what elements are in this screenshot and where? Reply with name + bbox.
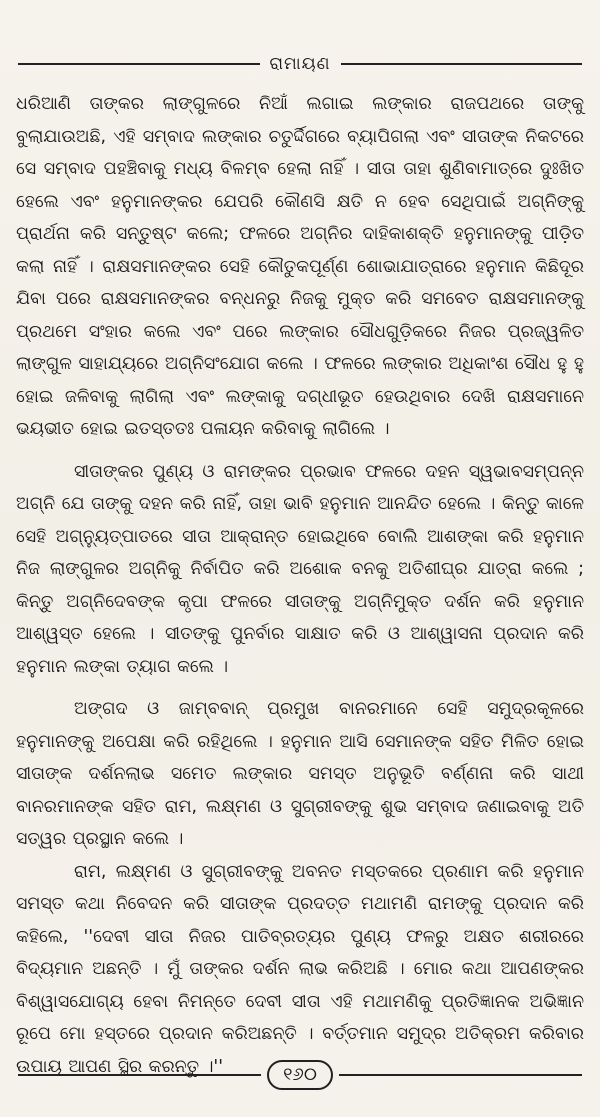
page-number: ୧୬୦	[267, 1060, 333, 1090]
paragraph-4: ରାମ, ଲକ୍ଷ୍ମଣ ଓ ସୁଗ୍ରୀବଙ୍କୁ ଅବନତ ମସ୍ତକରେ ପ୍ରଣାମ କରି ହନୁମାନ ସମସ୍ତ କଥା ନିବେଦନ କରି ସୀତାଙ୍କ ପ୍ରଦତ୍ତ ମଥାମଣି ରାମଙ୍କୁ ପ୍ରଦାନ କରି କହିଲେ, ''ଦେବୀ ସୀତା ନିଜର ପାତିବ୍ରତ୍ୟର ପୁଣ୍ୟ ଫଳରୁ ଅକ୍ଷତ ଶରୀରରେ ବିଦ୍ୟମାନ ଅଛନ୍ତି । ମୁଁ ତାଙ୍କର ଦର୍ଶନ ଲାଭ କରିଅଛି । ମୋର କଥା ଆପଣଙ୍କର ବିଶ୍ୱାସଯୋଗ୍ୟ ହେବା ନିମନ୍ତେ ଦେବୀ ସୀତା ଏହି ମଥାମଣିକୁ ପ୍ରତିଜ୍ଞାନକ ଅଭିଜ୍ଞାନ ରୂପେ ମୋ ହସ୍ତରେ ପ୍ରଦାନ କରିଅଛନ୍ତି । ବର୍ତ୍ତମାନ ସମୁଦ୍ର ଅତିକ୍ରମ କରିବାର ଉପାୟ ଆପଣ ସ୍ଥିର କରନ୍ତୁ ।''	[16, 861, 584, 1077]
page-body	[16, 88, 584, 1083]
header-title: ରାମାୟଣ	[269, 54, 331, 74]
footer-rule-left	[18, 1074, 261, 1076]
header-rule-right	[341, 63, 583, 65]
page-footer	[18, 1058, 582, 1092]
paragraph-2: ସୀତାଙ୍କର ପୁଣ୍ୟ ଓ ରାମଙ୍କର ପ୍ରଭାବ ଫଳରେ ଦହନ ସ୍ୱଭାବସମ୍ପନ୍ନ ଅଗ୍ନି ଯେ ତାଙ୍କୁ ଦହନ କରି ନାହିଁ, ତାହା ଭାବି ହନୁମାନ ଆନନ୍ଦିତ ହେଲେ । କିନ୍ତୁ କାଳେ ସେହି ଅଗ୍ନ୍ୟୁତ୍ପାତରେ ସୀତା ଆକ୍ରାନ୍ତ ହୋଇଥିବେ ବୋଲି ଆଶଙ୍କା କରି ହନୁମାନ ନିଜ ଲାଙ୍ଗୁଳର ଅଗ୍ନିକୁ ନିର୍ବାପିତ କରି ଅଶୋକ ବନକୁ ଅତିଶୀଘ୍ର ଯାତ୍ରା କଲେ ; କିନ୍ତୁ ଅଗ୍ନିଦେବଙ୍କ କୃପା ଫଳରେ ସୀତାଙ୍କୁ ଅଗ୍ନିମୁକ୍ତ ଦର୍ଶନ କରି ହନୁମାନ ଆଶ୍ୱସ୍ତ ହେଲେ । ସୀତଙ୍କୁ ପୁନର୍ବାର ସାକ୍ଷାତ କରି ଓ ଆଶ୍ୱାସନା ପ୍ରଦାନ କରି ହନୁମାନ ଲଙ୍କା ତ୍ୟାଗ କଲେ ।	[16, 461, 584, 677]
running-header	[18, 52, 582, 76]
footer-rule-right	[339, 1074, 582, 1076]
header-rule-left	[18, 63, 260, 65]
paragraph-3: ଅଙ୍ଗଦ ଓ ଜାମ୍ବବାନ୍ ପ୍ରମୁଖ ବାନରମାନେ ସେହି ସମୁଦ୍ରକୂଳରେ ହନୁମାନଙ୍କୁ ଅପେକ୍ଷା କରି ରହିଥିଲେ । ହନୁମାନ ଆସି ସେମାନଙ୍କ ସହିତ ମିଳିତ ହୋଇ ସୀତାଙ୍କ ଦର୍ଶନଲାଭ ସମେତ ଲଙ୍କାର ସମସ୍ତ ଅନୁଭୂତି ବର୍ଣ୍ଣନା କରି ସାଥୀ ବାନରମାନଙ୍କ ସହିତ ରାମ, ଲକ୍ଷ୍ମଣ ଓ ସୁଗ୍ରୀବଙ୍କୁ ଶୁଭ ସମ୍ବାଦ ଜଣାଇବାକୁ ଅତି ସତ୍ୱର ପ୍ରସ୍ଥାନ କଲେ ।	[16, 699, 584, 849]
paragraph-1: ଧରିଆଣି ତାଙ୍କର ଲାଙ୍ଗୁଳରେ ନିଆଁ ଲଗାଇ ଲଙ୍କାର ରାଜପଥରେ ତାଙ୍କୁ ବୁଲାଯାଉଅଛି, ଏହି ସମ୍ବାଦ ଲଙ୍କାର ଚତୁର୍ଦ୍ଦିଗରେ ବ୍ୟାପିଗଲା ଏବଂ ସୀତାଙ୍କ ନିକଟରେ ସେ ସମ୍ବାଦ ପହଞ୍ଚିବାକୁ ମଧ୍ୟ ବିଳମ୍ବ ହେଲା ନାହିଁ । ସୀତା ତାହା ଶୁଣିବାମାତ୍ରେ ଦୁଃଖିତ ହେଲେ ଏବଂ ହନୁମାନଙ୍କର ଯେପରି କୌଣସି କ୍ଷତି ନ ହେବ ସେଥିପାଇଁ ଅଗ୍ନିଙ୍କୁ ପ୍ରାର୍ଥନା କରି ସନ୍ତୁଷ୍ଟ କଲେ; ଫଳରେ ଅଗ୍ନିର ଦାହିକାଶକ୍ତି ହନୁମାନଙ୍କୁ ପୀଡ଼ିତ କଲା ନାହିଁ । ରାକ୍ଷସମାନଙ୍କର ସେହି କୌତୁକପୂର୍ଣ୍ଣ ଶୋଭାଯାତ୍ରାରେ ହନୁମାନ କିଛିଦୂର ଯିବା ପରେ ରାକ୍ଷସମାନଙ୍କର ବନ୍ଧନରୁ ନିଜକୁ ମୁକ୍ତ କରି ସମବେତ ରାକ୍ଷସମାନଙ୍କୁ ପ୍ରଥମେ ସଂହାର କଲେ ଏବଂ ପରେ ଲଙ୍କାର ସୌଧଗୁଡ଼ିକରେ ନିଜର ପ୍ରଜ୍ୱଳିତ ଲାଙ୍ଗୁଳ ସାହାଯ୍ୟରେ ଅଗ୍ନିସଂଯୋଗ କଲେ । ଫଳରେ ଲଙ୍କାର ଅଧିକାଂଶ ସୌଧ ହୁ ହୁ ହୋଇ ଜଳିବାକୁ ଲାଗିଲା ଏବଂ ଲଙ୍କାକୁ ଦଗ୍ଧୀଭୂତ ହେଉଥିବାର ଦେଖି ରାକ୍ଷସମାନେ ଭୟଭୀତ ହୋଇ ଇତସ୍ତତଃ ପଳାୟନ କରିବାକୁ ଲାଗିଲେ ।	[16, 94, 584, 439]
